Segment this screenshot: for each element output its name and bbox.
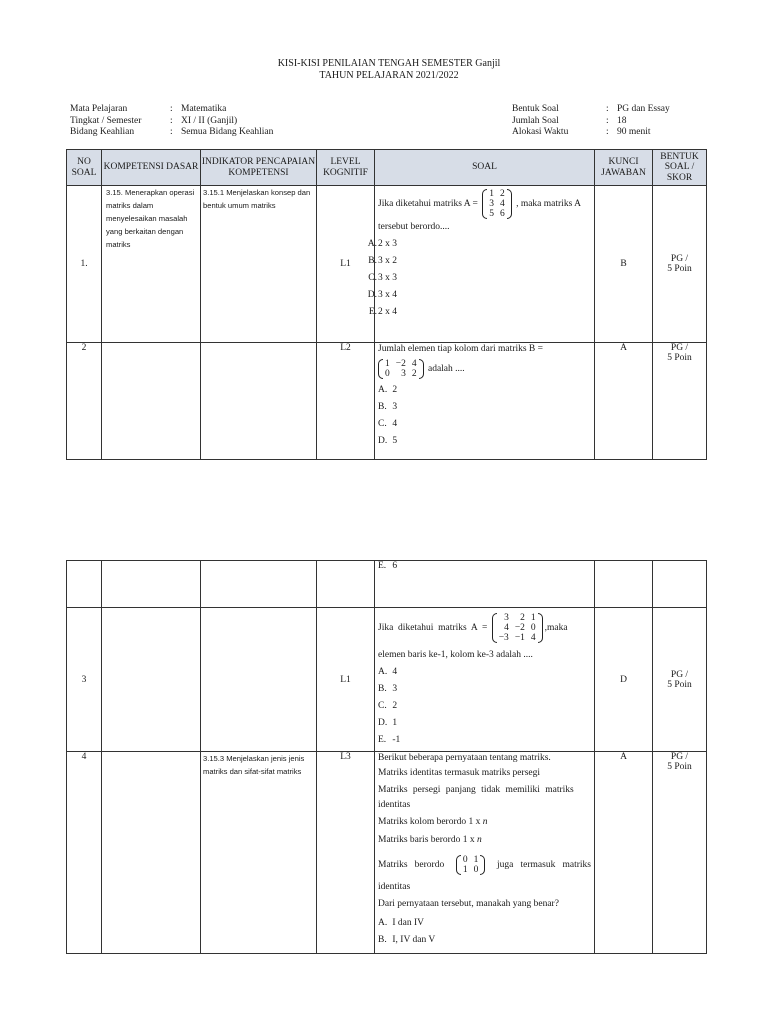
matrix-cell: 0 — [385, 368, 390, 379]
row-level: L1 — [317, 186, 375, 343]
option-letter: C. — [368, 273, 377, 284]
option-text: 6 — [392, 561, 398, 571]
option-b — [378, 681, 591, 698]
row-kunci: A — [595, 343, 653, 460]
option-letter: E. — [368, 307, 377, 318]
row-kunci: B — [595, 186, 653, 343]
option-text: 3 — [392, 402, 398, 412]
statement-intro: Berikut beberapa pernyataan tentang matriks. — [378, 753, 551, 763]
question-stem — [378, 189, 591, 219]
table-row — [67, 186, 707, 343]
table-row — [67, 561, 707, 608]
row-no: 2 — [67, 343, 102, 460]
question-prompt: Dari pernyataan tersebut, manakah yang benar? — [378, 899, 559, 909]
matrix-cell: 1 — [489, 189, 494, 199]
meta-sep: : — [170, 104, 173, 114]
option-letter: D. — [378, 718, 388, 728]
meta-sep: : — [606, 127, 609, 137]
matrix-cell: −1 — [514, 632, 525, 643]
statement-1: Matriks identitas termasuk matriks persegi — [378, 768, 540, 778]
option-e — [368, 304, 591, 321]
meta-label: Mata Pelajaran — [70, 104, 128, 114]
meta-row-count — [512, 116, 670, 128]
matrix-cell: 0 — [462, 855, 468, 865]
option-text: 3 x 4 — [378, 290, 397, 301]
document-title — [0, 58, 768, 82]
option-c — [368, 270, 591, 287]
row-kd — [102, 561, 201, 608]
option-text: I, IV dan V — [392, 935, 436, 945]
col-header-kd: KOMPETENSI DASAR — [102, 150, 201, 186]
italic-n: n — [476, 835, 482, 845]
table-row — [67, 608, 707, 752]
option-letter: C. — [378, 701, 387, 711]
option-text: 3 x 3 — [378, 273, 397, 284]
stem-post: , maka matriks A — [516, 199, 581, 210]
meta-value: Semua Bidang Keahlian — [181, 127, 274, 137]
row-kunci — [595, 561, 653, 608]
option-letter: A. — [378, 918, 388, 928]
col-header-ipk: INDIKATOR PENCAPAIAN KOMPETENSI — [201, 150, 317, 186]
row-soal — [367, 186, 595, 343]
meta-label: Jumlah Soal — [512, 115, 559, 126]
option-text: 2 — [392, 701, 398, 711]
bentuk-line-1: PG / — [670, 669, 689, 680]
question-stem-2: elemen baris ke-1, kolom ke-3 adalah .... — [378, 650, 533, 660]
bentuk-line-2: 5 Poin — [667, 353, 692, 363]
matrix-identity — [456, 855, 486, 875]
row-soal — [375, 343, 595, 460]
row-ipk — [201, 186, 317, 343]
option-text: -1 — [392, 735, 401, 745]
option-text: 2 — [392, 385, 398, 395]
matrix-cell: 2 — [520, 612, 525, 623]
question-3 — [375, 608, 594, 749]
row-ipk-text: 3.15.1 Menjelaskan konsep dan bentuk umum matriks — [203, 188, 311, 210]
col-header-level: LEVEL KOGNITIF — [317, 150, 375, 186]
row-kd — [102, 343, 201, 460]
meta-sep: : — [606, 115, 609, 126]
matrix-cell: 4 — [499, 199, 505, 209]
row-level: L2 — [317, 343, 375, 460]
option-a — [367, 236, 591, 253]
meta-value: XI / II (Ganjil) — [181, 115, 238, 126]
statement-5-cont: identitas — [378, 882, 411, 892]
meta-value: 18 — [617, 115, 627, 126]
row-bentuk — [653, 561, 707, 608]
question-4 — [375, 752, 594, 949]
row-ipk — [201, 561, 317, 608]
table-row — [67, 752, 707, 954]
meta-label: Alokasi Waktu — [512, 127, 569, 137]
option-letter: D. — [367, 290, 377, 301]
row-no: 1. — [67, 186, 102, 343]
matrix-identity-grid — [460, 855, 482, 875]
option-letter: B. — [368, 256, 377, 267]
statement-4-text: Matriks baris berordo 1 x — [378, 835, 477, 845]
statement-4 — [378, 832, 591, 849]
row-no: 4 — [67, 752, 102, 954]
stem-pre: Jika diketahui matriks A = — [378, 623, 488, 633]
question-stem: Jumlah elemen tiap kolom dari matriks B = — [378, 344, 543, 354]
matrix-cell: 3 — [489, 199, 494, 209]
option-b — [378, 932, 591, 949]
row-soal — [375, 608, 595, 752]
meta-sep: : — [170, 127, 173, 137]
title-line-2: TAHUN PELAJARAN 2021/2022 — [319, 70, 459, 81]
question-1 — [367, 186, 594, 321]
option-text: 5 — [392, 436, 398, 446]
header-row — [67, 150, 707, 186]
matrix-b — [378, 359, 424, 379]
row-kd-text: 3.15. Menerapkan operasi matriks dalam menyelesaikan masalah yang berkaitan dengan matriks — [106, 188, 195, 249]
statement-2-cont: identitas — [378, 800, 411, 810]
option-d — [367, 287, 591, 304]
option-letter: B. — [378, 684, 387, 694]
matrix-cell: 5 — [489, 209, 494, 219]
option-letter: C. — [378, 419, 387, 429]
row-soal — [375, 561, 595, 608]
matrix-cell: 2 — [499, 189, 505, 199]
row-kd — [102, 186, 201, 343]
option-e — [378, 732, 591, 749]
bentuk-line-1: PG / — [670, 254, 689, 264]
option-b — [378, 399, 591, 416]
matrix-cell: 0 — [530, 622, 536, 633]
matrix-cell: −3 — [498, 632, 509, 643]
matrix-cell: 2 — [411, 368, 417, 379]
bentuk-line-2: 5 Poin — [667, 679, 692, 690]
matrix-a-grid — [486, 189, 508, 219]
table-row — [67, 343, 707, 460]
option-letter: A. — [367, 239, 377, 250]
option-c — [378, 416, 591, 433]
option-a — [378, 664, 591, 681]
matrix-cell: 1 — [530, 612, 536, 623]
option-letter: E. — [378, 561, 387, 571]
option-text: I dan IV — [392, 918, 425, 928]
statement-3-text: Matriks kolom berordo 1 x — [378, 817, 483, 827]
meta-row-grade — [70, 116, 273, 128]
row-ipk — [201, 343, 317, 460]
meta-row-field — [70, 127, 273, 139]
option-text: 2 x 4 — [378, 307, 397, 318]
matrix-b-grid — [382, 359, 420, 379]
italic-n: n — [482, 817, 488, 827]
option-text: 3 x 2 — [378, 256, 397, 267]
option-d — [378, 715, 591, 732]
col-header-no: NO SOAL — [67, 150, 102, 186]
matrix-cell: −2 — [514, 622, 525, 633]
bentuk-line-1: PG / — [670, 752, 689, 762]
question-2-continued — [375, 561, 594, 572]
row-level: L3 — [317, 752, 375, 954]
meta-row-subject — [70, 104, 273, 116]
meta-label: Bidang Keahlian — [70, 127, 135, 137]
bentuk-line-2: 5 Poin — [667, 264, 692, 274]
meta-label: Bentuk Soal — [512, 104, 559, 114]
row-kunci: D — [595, 608, 653, 752]
statement-2-text: Matriks persegi panjang tidak memiliki matriks — [378, 785, 574, 795]
statement-5-post: juga termasuk matriks — [497, 860, 591, 870]
row-ipk — [201, 752, 317, 954]
col-header-soal: SOAL — [375, 150, 595, 186]
matrix-a — [492, 613, 543, 643]
question-stem-2: tersebut berordo.... — [378, 222, 450, 233]
matrix-cell: 1 — [473, 855, 479, 865]
bentuk-line-1: PG / — [670, 343, 689, 353]
grid-table-top — [66, 149, 707, 460]
meta-row-form — [512, 104, 670, 116]
question-stem — [378, 609, 591, 647]
stem-post: adalah .... — [427, 364, 465, 374]
matrix-cell: 4 — [530, 632, 536, 643]
meta-value: Matematika — [181, 104, 227, 114]
option-b — [368, 253, 591, 270]
row-level — [317, 561, 375, 608]
matrix-cell: 1 — [385, 358, 390, 369]
question-matrix-line — [378, 356, 591, 382]
matrix-cell: 3 — [504, 612, 509, 623]
statement-3 — [378, 812, 591, 832]
question-2 — [375, 343, 594, 450]
row-bentuk — [653, 752, 707, 954]
option-a — [378, 915, 591, 932]
col-header-kunci: KUNCI JAWABAN — [595, 150, 653, 186]
meta-value: PG dan Essay — [617, 104, 670, 114]
option-letter: B. — [378, 402, 387, 412]
row-kunci: A — [595, 752, 653, 954]
grid-table-bottom — [66, 560, 707, 954]
option-text: 4 — [392, 419, 398, 429]
matrix-cell: 6 — [499, 209, 505, 219]
stem-pre: Jika diketahui matriks A = — [378, 199, 478, 210]
statement-5 — [378, 849, 591, 881]
row-kd — [102, 608, 201, 752]
option-letter: A. — [378, 667, 388, 677]
meta-right — [512, 104, 670, 139]
col-header-bentuk: BENTUK SOAL / SKOR — [653, 150, 707, 186]
option-d — [378, 433, 591, 450]
option-letter: E. — [378, 735, 387, 745]
option-letter: D. — [378, 436, 388, 446]
stem-post: ,maka — [544, 623, 568, 633]
matrix-cell: 1 — [462, 865, 468, 875]
row-bentuk — [653, 343, 707, 460]
option-letter: A. — [378, 385, 388, 395]
option-text: 2 x 3 — [378, 239, 397, 250]
matrix-cell: 4 — [411, 358, 417, 369]
title-line-1: KISI-KISI PENILAIAN TENGAH SEMESTER Ganjil — [277, 58, 501, 69]
row-ipk — [201, 608, 317, 752]
row-bentuk — [653, 608, 707, 752]
row-ipk-text: 3.15.3 Menjelaskan jenis jenis matriks dan sifat-sifat matriks — [203, 754, 305, 776]
option-c — [378, 698, 591, 715]
matrix-a — [482, 189, 512, 219]
meta-label: Tingkat / Semester — [70, 115, 142, 126]
row-level: L1 — [317, 608, 375, 752]
option-letter: B. — [378, 935, 387, 945]
row-kd — [102, 752, 201, 954]
statement-2 — [378, 782, 591, 799]
option-text: 3 — [392, 684, 398, 694]
matrix-cell: 3 — [401, 368, 406, 379]
option-text: 4 — [392, 667, 398, 677]
option-e — [378, 561, 591, 572]
matrix-a-grid — [496, 613, 539, 643]
statement-5-pre: Matriks berordo — [378, 860, 445, 870]
meta-sep: : — [170, 115, 173, 126]
option-a — [378, 382, 591, 399]
meta-value: 90 menit — [617, 127, 651, 137]
bentuk-line-2: 5 Poin — [667, 762, 692, 772]
option-text: 1 — [392, 718, 398, 728]
row-no: 3 — [67, 608, 102, 752]
matrix-cell: −2 — [395, 358, 406, 369]
meta-left — [70, 104, 273, 139]
row-bentuk — [653, 186, 707, 343]
matrix-cell: 4 — [504, 622, 509, 633]
row-no — [67, 561, 102, 608]
meta-sep: : — [606, 104, 609, 114]
matrix-cell: 0 — [473, 865, 479, 875]
meta-row-time — [512, 127, 670, 139]
row-soal — [375, 752, 595, 954]
